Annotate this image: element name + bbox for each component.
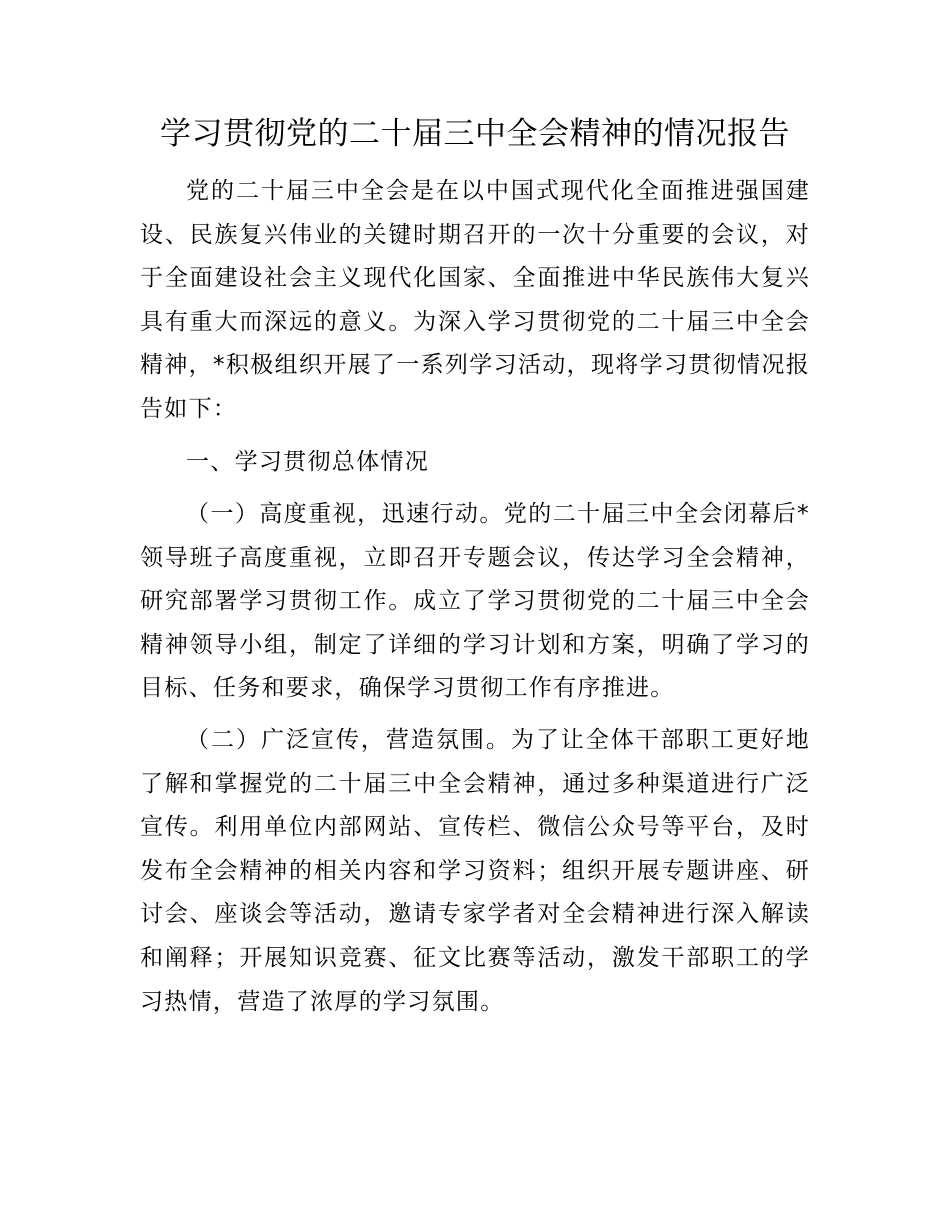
document-title: 学习贯彻党的二十届三中全会精神的情况报告	[160, 116, 790, 152]
item-paragraph-1: （一）高度重视，迅速行动。党的二十届三中全会闭幕后*领导班子高度重视，立即召开专题会议，传达学习全会精神，研究部署学习贯彻工作。成立了学习贯彻党的二十届三中全会精神领导小组，制定了详细的学习计划和方案，明确了学习的目标、任务和要求，确保学习贯彻工作有序推进。	[140, 501, 810, 702]
intro-paragraph: 党的二十届三中全会是在以中国式现代化全面推进强国建设、民族复兴伟业的关键时期召开的一次十分重要的会议，对于全面建设社会主义现代化国家、全面推进中华民族伟大复兴具有重大而深远的意义。为深入学习贯彻党的二十届三中全会精神，*积极组织开展了一系列学习活动，现将学习贯彻情况报告如下：	[140, 178, 810, 422]
section-heading: 一、学习贯彻总体情况	[186, 449, 429, 475]
item-paragraph-2: （二）广泛宣传，营造氛围。为了让全体干部职工更好地了解和掌握党的二十届三中全会精神，通过多种渠道进行广泛宣传。利用单位内部网站、宣传栏、微信公众号等平台，及时发布全会精神的相关内容和学习资料；组织开展专题讲座、研讨会、座谈会等活动，邀请专家学者对全会精神进行深入解读和阐释；开展知识竞赛、征文比赛等活动，激发干部职工的学习热情，营造了浓厚的学习氛围。	[140, 727, 810, 1015]
